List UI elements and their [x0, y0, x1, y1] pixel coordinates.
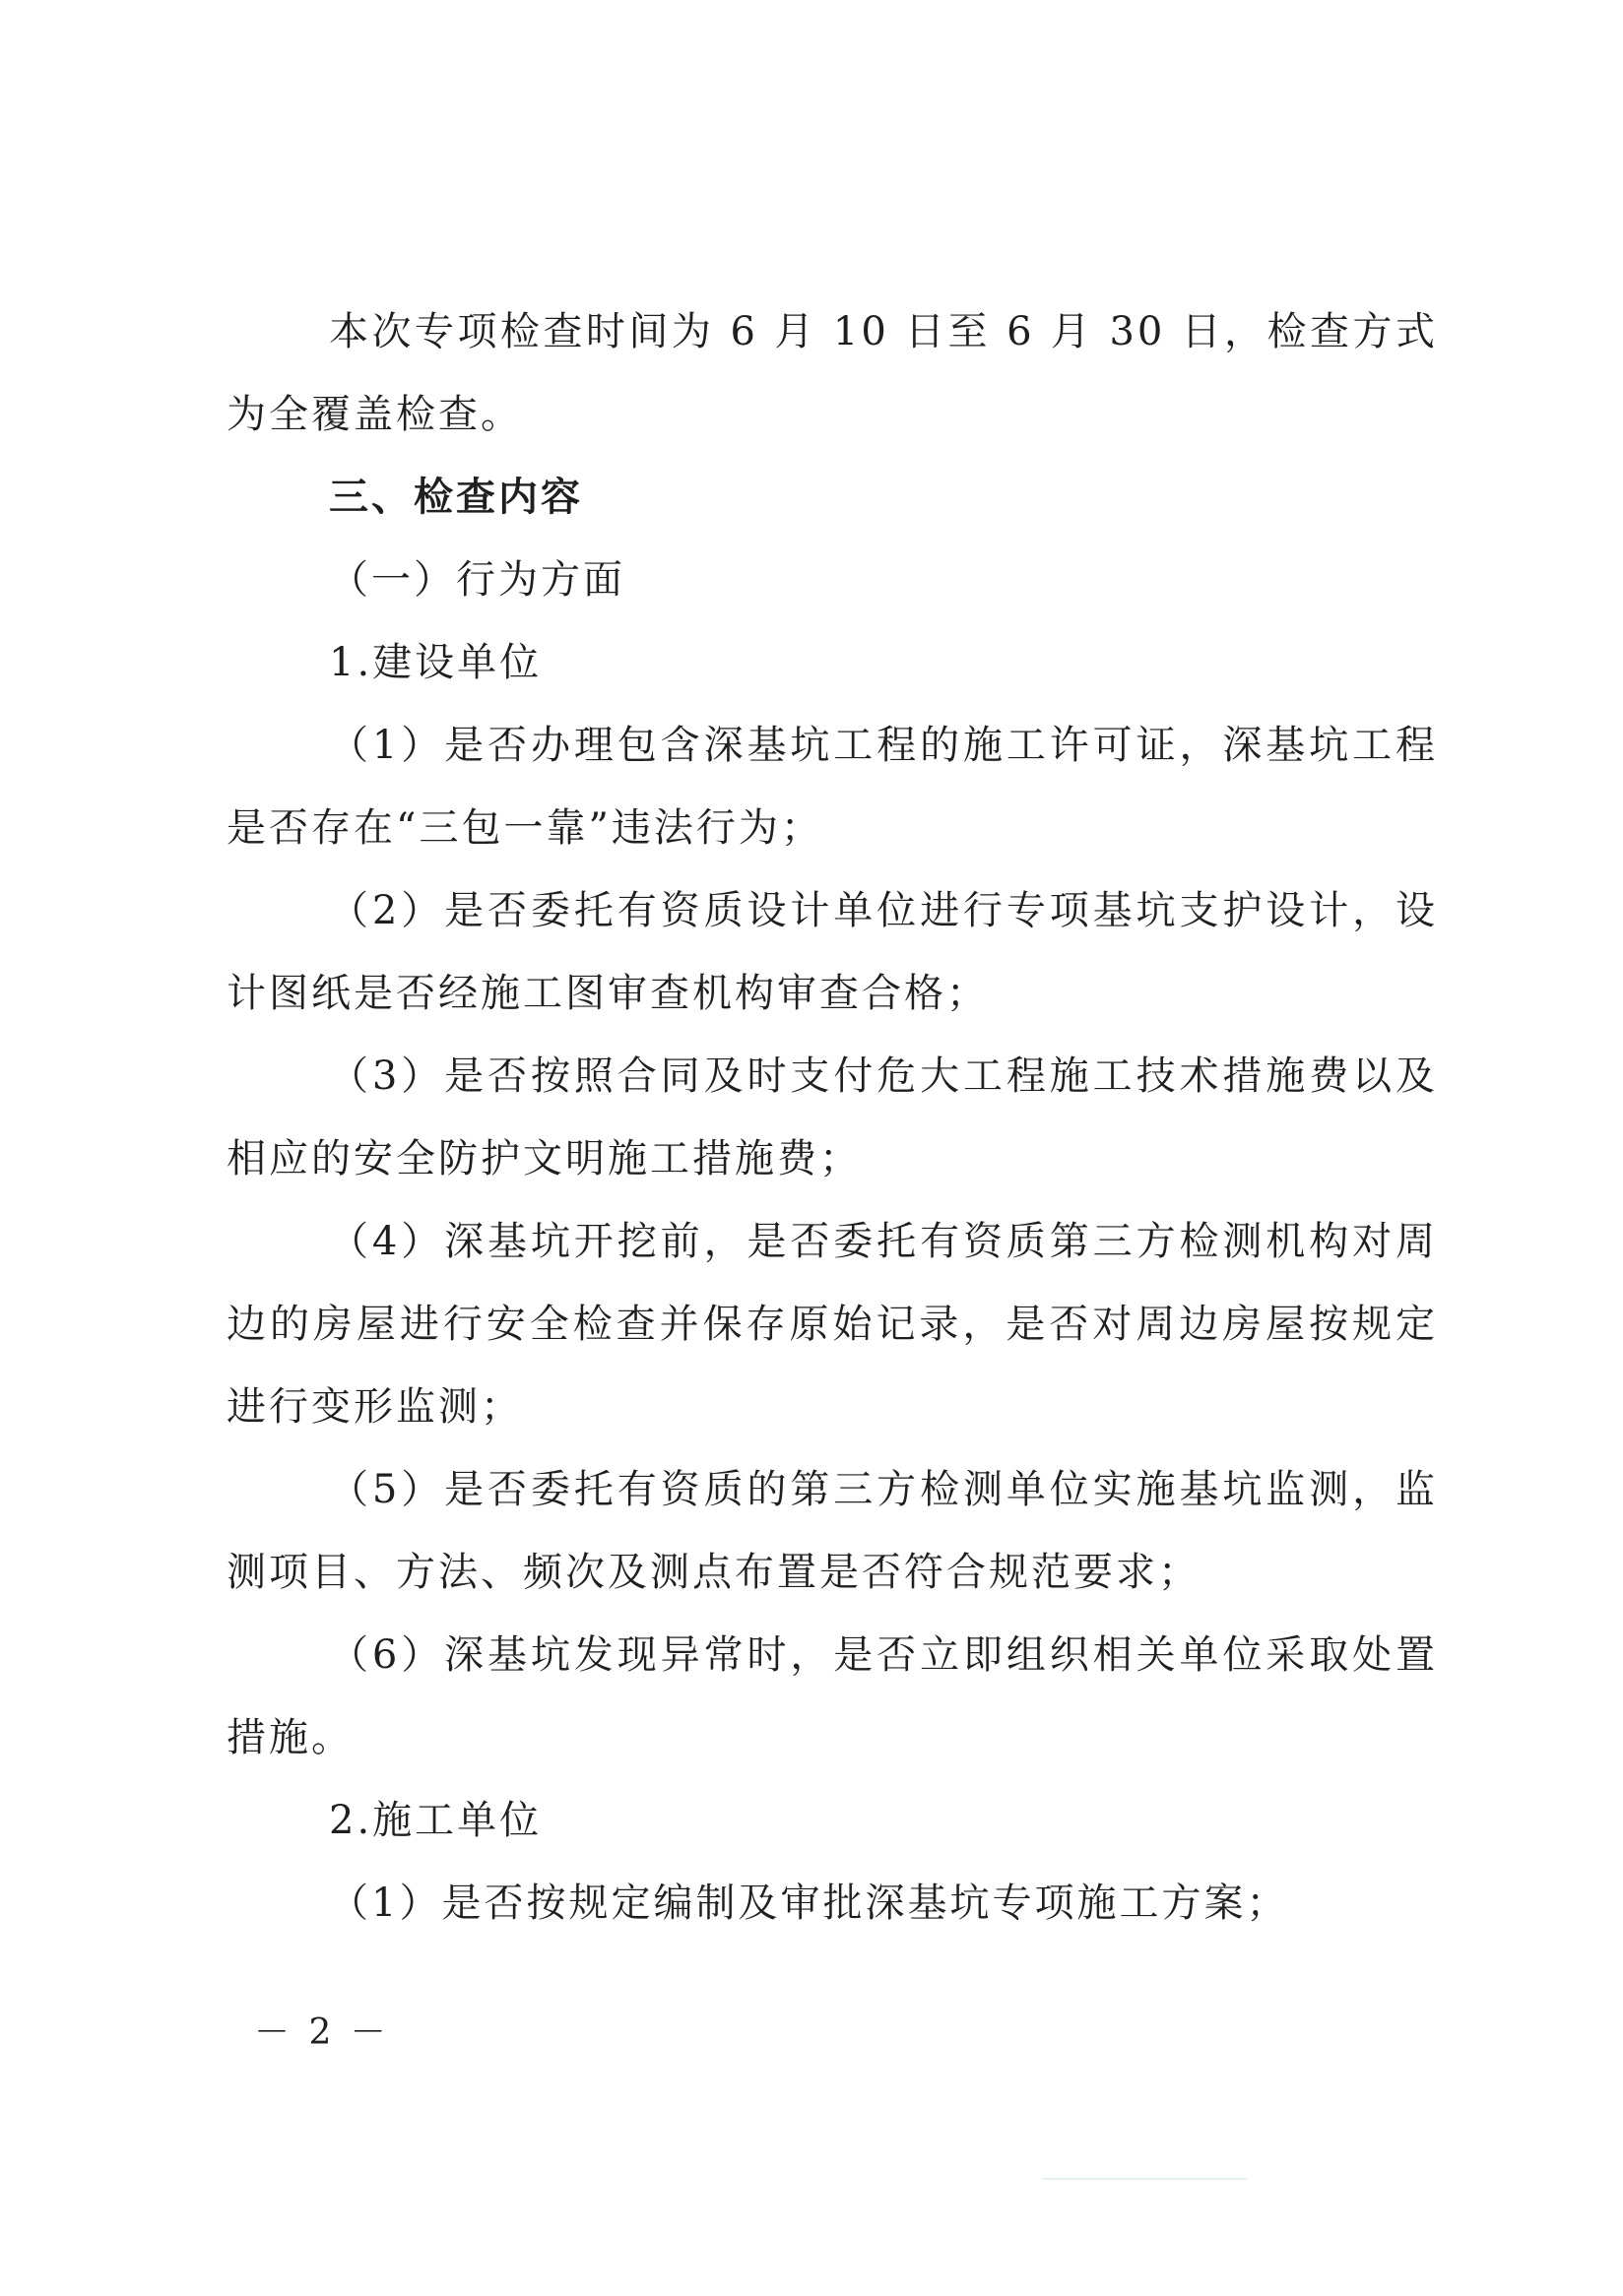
scan-line-decoration: [1042, 2178, 1247, 2180]
item-heading-construction-unit: 1.建设单位: [329, 640, 543, 685]
paragraph-inspection-time: 本次专项检查时间为 6 月 10 日至 6 月 30 日，检查方式为全覆盖检查。: [227, 309, 1438, 437]
section-heading-inspection-content: 三、检查内容: [329, 475, 583, 520]
subsection-heading-behavior: （一）行为方面: [329, 557, 625, 603]
paragraph-contractor-item-1: （1）是否按规定编制及审批深基坑专项施工方案；: [329, 1881, 1289, 1926]
item-heading-contractor: 2.施工单位: [329, 1798, 543, 1843]
paragraph-item-5: （5）是否委托有资质的第三方检测单位实施基坑监测，监测项目、方法、频次及测点布置是否符合规范要求；: [227, 1467, 1438, 1595]
paragraph-item-1: （1）是否办理包含深基坑工程的施工许可证，深基坑工程是否存在“三包一靠”违法行为；: [227, 723, 1438, 851]
page-number: － 2 －: [254, 2012, 390, 2053]
paragraph-item-6: （6）深基坑发现异常时，是否立即组织相关单位采取处置措施。: [227, 1632, 1438, 1760]
paragraph-item-3: （3）是否按照合同及时支付危大工程施工技术措施费以及相应的安全防护文明施工措施费；: [227, 1053, 1438, 1181]
paragraph-item-2: （2）是否委托有资质设计单位进行专项基坑支护设计，设计图纸是否经施工图审查机构审查合格；: [227, 888, 1438, 1016]
paragraph-item-4: （4）深基坑开挖前，是否委托有资质第三方检测机构对周边的房屋进行安全检查并保存原始记录，是否对周边房屋按规定进行变形监测；: [227, 1219, 1438, 1430]
